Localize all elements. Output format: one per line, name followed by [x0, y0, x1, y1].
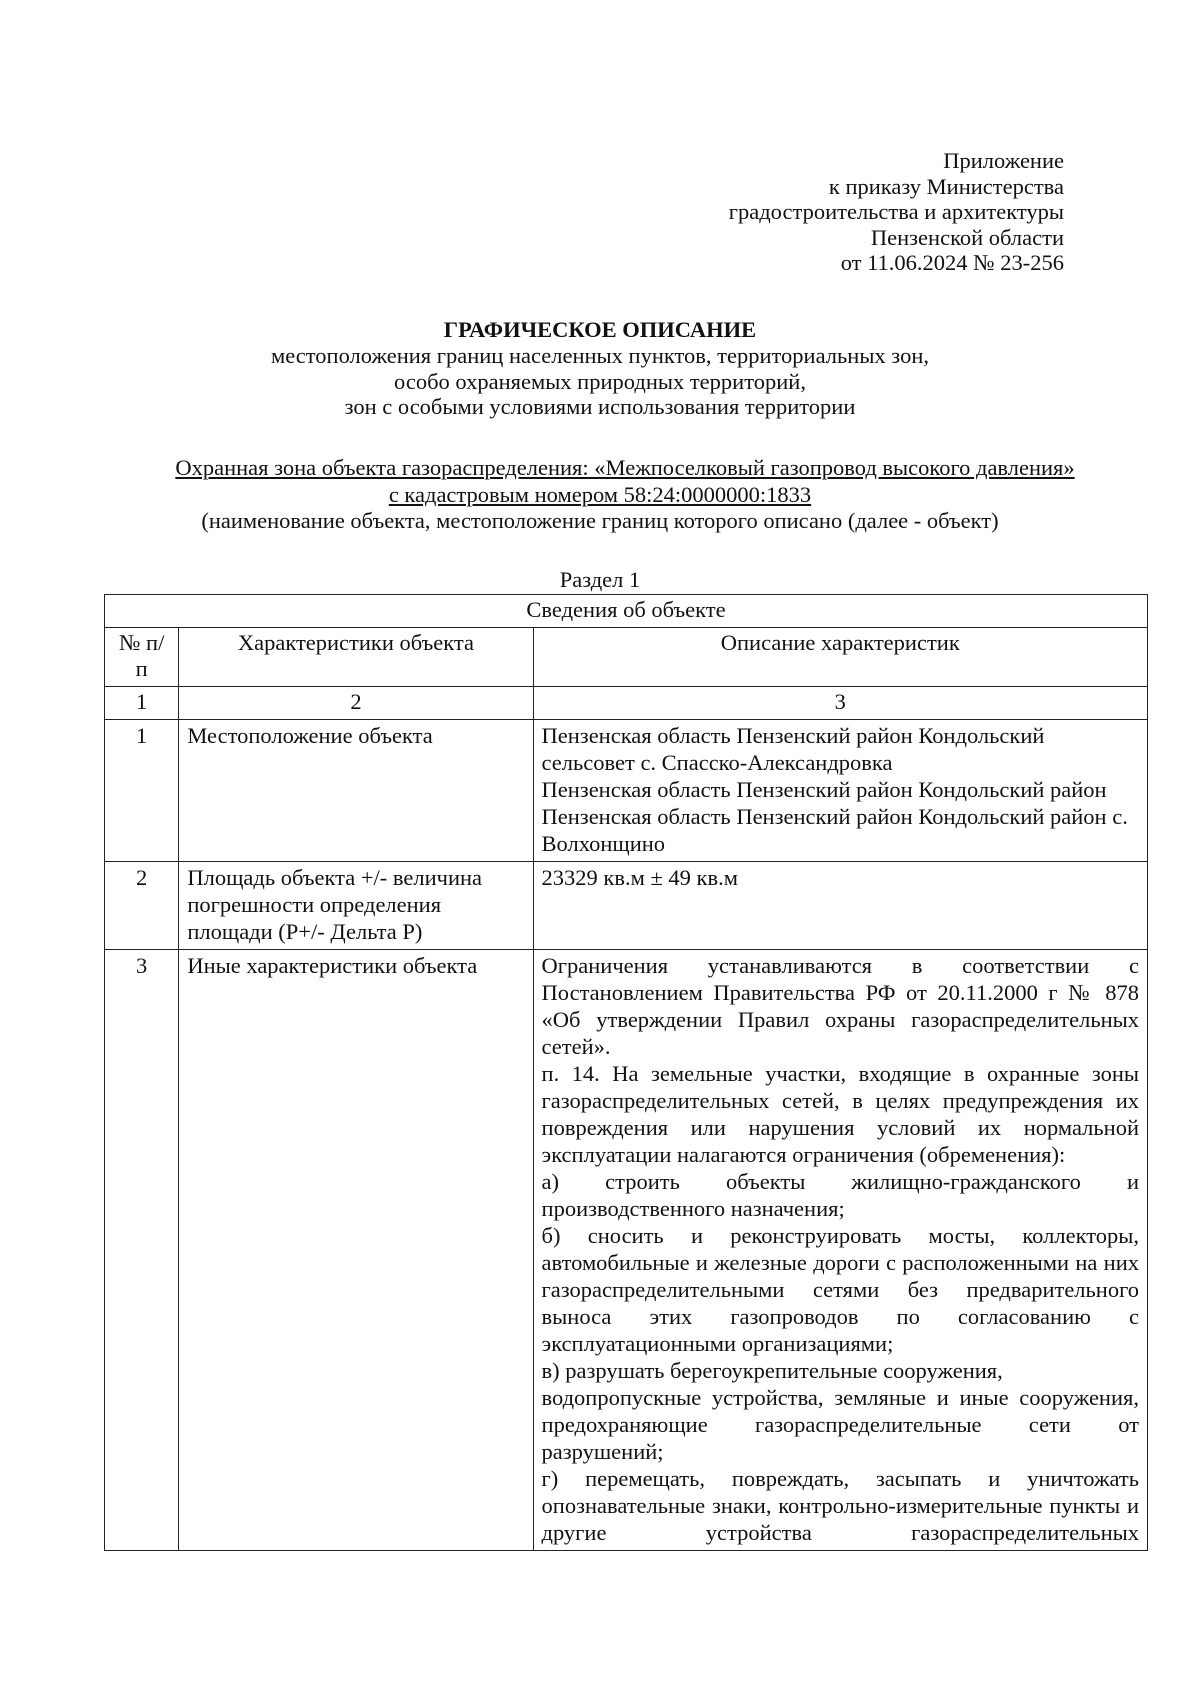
table-row [105, 950, 1148, 1551]
appendix-block [729, 148, 1064, 276]
table-column-number-row [105, 687, 1148, 720]
table-row [105, 720, 1148, 862]
table-header-row [105, 628, 1148, 687]
description-paragraph: г) перемещать, повреждать, засыпать и уничтожать опознавательные знаки, контрольно-измерительные пункты и другие устройства газораспределительных [541, 1466, 1139, 1545]
section-label: Раздел 1 [559, 567, 641, 592]
document-subtitle-line: местоположения границ населенных пунктов, территориальных зон, [271, 343, 929, 368]
column-number: 2 [179, 687, 533, 720]
document-subtitle-line: зон с особыми условиями использования территории [344, 394, 856, 419]
document-title: ГРАФИЧЕСКОЕ ОПИСАНИЕ [443, 317, 757, 342]
row-characteristic: Местоположение объекта [179, 720, 533, 862]
description-paragraph: 23329 кв.м ± 49 кв.м [541, 865, 738, 890]
description-paragraph: Ограничения устанавливаются в соответствии с Постановлением Правительства РФ от 20.11.2000 г № 878 «Об утверждении Правил охраны газораспределительных сетей». [541, 953, 1139, 1059]
row-characteristic: Площадь объекта +/- величина погрешности определения площади (Р+/- Дельта Р) [179, 862, 533, 950]
object-name-block [0, 455, 1200, 535]
description-paragraph: в) разрушать берегоукрепительные сооружения, [541, 1358, 1003, 1383]
column-number: 1 [105, 687, 179, 720]
row-description [533, 720, 1147, 862]
table-caption-row [105, 595, 1148, 628]
header-cell-characteristic: Характеристики объекта [179, 628, 533, 687]
description-paragraph: а) строить объекты жилищно-гражданского и производственного назначения; [541, 1169, 1139, 1221]
description-paragraph: п. 14. На земельные участки, входящие в охранные зоны газораспределительных сетей, в целях предупреждения их повреждения или нарушения условий их нормальной эксплуатации налагаются ограничения (обременения): [541, 1061, 1139, 1167]
document-heading [0, 316, 1200, 420]
description-paragraph: водопропускные устройства, земляные и иные сооружения, предохраняющие газораспределительные сети от разрушений; [541, 1385, 1139, 1464]
column-number: 3 [533, 687, 1147, 720]
table-caption: Сведения об объекте [105, 595, 1148, 628]
header-cell-description: Описание характеристик [533, 628, 1147, 687]
description-paragraph: Пензенская область Пензенский район Кондольский сельсовет с. Спасско-Александровка [541, 723, 1045, 775]
row-number: 2 [105, 862, 179, 950]
object-info-table [104, 594, 1148, 1551]
row-number: 3 [105, 950, 179, 1551]
table-row [105, 862, 1148, 950]
row-number: 1 [105, 720, 179, 862]
appendix-line: от 11.06.2024 № 23-256 [840, 250, 1064, 275]
appendix-line: к приказу Министерства [828, 173, 1064, 199]
appendix-line: градостроительства и архитектуры [728, 199, 1064, 224]
header-cell-number: № п/п [105, 628, 179, 687]
appendix-line: Пензенской области [870, 224, 1064, 250]
appendix-line: Приложение [943, 148, 1064, 173]
document-subtitle-line: особо охраняемых природных территорий, [394, 368, 806, 394]
row-description [533, 950, 1147, 1551]
description-paragraph: Пензенская область Пензенский район Кондольский район [541, 777, 1107, 802]
description-paragraph: б) сносить и реконструировать мосты, коллекторы, автомобильные и железные дороги с расположенными на них газораспределительными сетями без предварительного выноса этих газопроводов по согласованию с эксплуатационными организациями; [541, 1223, 1139, 1356]
row-description [533, 862, 1147, 950]
object-name-line: Охранная зона объекта газораспределения: «Межпоселковый газопровод высокого давления» [175, 455, 1075, 480]
row-characteristic: Иные характеристики объекта [179, 950, 533, 1551]
description-paragraph: Пензенская область Пензенский район Кондольский район с. Волхонщино [541, 804, 1128, 856]
object-note: (наименование объекта, местоположение границ которого описано (далее - объект) [201, 508, 999, 533]
object-cadastral-line: с кадастровым номером 58:24:0000000:1833 [388, 481, 812, 507]
